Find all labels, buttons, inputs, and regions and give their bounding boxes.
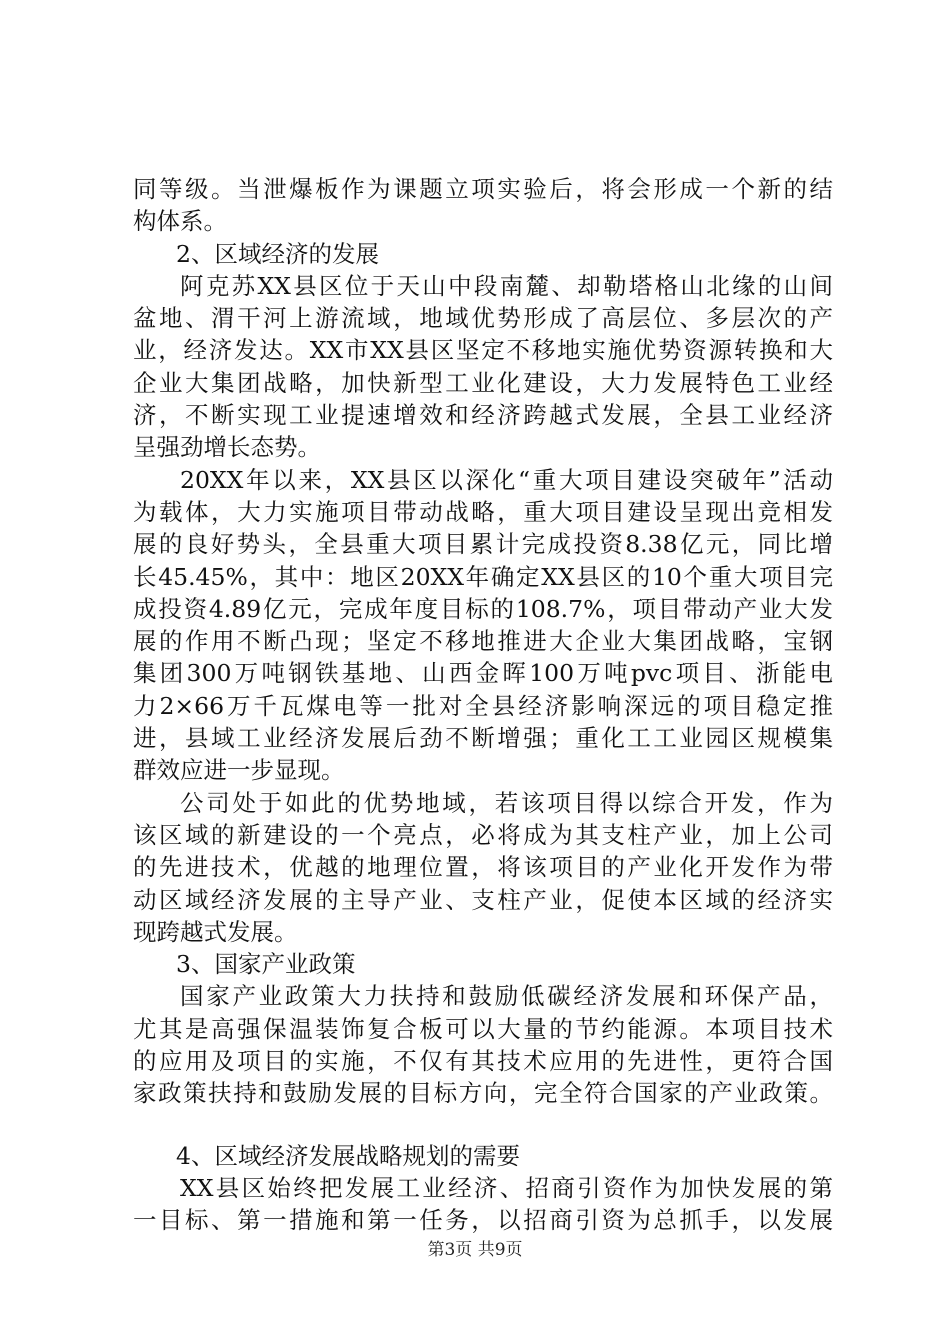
text-line: 该区域的新建设的一个亮点，必将成为其支柱产业，加上公司 xyxy=(133,820,833,849)
section-heading: 3、国家产业政策 xyxy=(176,950,356,979)
text-line: 业，经济发达。XX市XX县区坚定不移地实施优势资源转换和大 xyxy=(133,336,833,365)
text-line: 的先进技术，优越的地理位置，将该项目的产业化开发作为带 xyxy=(133,853,833,882)
text-line: 盆地、渭干河上游流域，地域优势形成了高层位、多层次的产 xyxy=(133,304,833,333)
text-line: 家政策扶持和鼓励发展的目标方向，完全符合国家的产业政策。 xyxy=(133,1079,833,1108)
text-line: 动区域经济发展的主导产业、支柱产业，促使本区域的经济实 xyxy=(133,885,833,914)
paragraph-gap xyxy=(133,1110,833,1140)
text-line: 群效应进一步显现。 xyxy=(133,756,345,785)
text-line: 公司处于如此的优势地域，若该项目得以综合开发，作为 xyxy=(180,788,833,817)
text-line: 展的良好势头，全县重大项目累计完成投资8.38亿元，同比增 xyxy=(133,530,833,559)
text-line: 长45.45%，其中：地区20XX年确定XX县区的10个重大项目完 xyxy=(133,562,833,591)
text-line: 集团300万吨钢铁基地、山西金晖100万吨pvc项目、浙能电 xyxy=(133,659,833,688)
text-line: 企业大集团战略，加快新型工业化建设，大力发展特色工业经 xyxy=(133,368,833,397)
text-line: 阿克苏XX县区位于天山中段南麓、却勒塔格山北缘的山间 xyxy=(180,271,833,300)
body-text xyxy=(133,173,833,1237)
text-line: 同等级。当泄爆板作为课题立项实验后，将会形成一个新的结 xyxy=(133,175,833,203)
text-line: 尤其是高强保温装饰复合板可以大量的节约能源。本项目技术 xyxy=(133,1014,833,1043)
text-line: 20XX年以来，XX县区以深化“重大项目建设突破年”活动 xyxy=(180,465,833,494)
text-line: 构体系。 xyxy=(133,207,227,236)
text-line: 力2×66万千瓦煤电等一批对全县经济影响深远的项目稳定推 xyxy=(133,691,833,720)
section-heading: 4、区域经济发展战略规划的需要 xyxy=(176,1141,520,1170)
text-line: 国家产业政策大力扶持和鼓励低碳经济发展和环保产品， xyxy=(180,982,833,1011)
text-line: 济，不断实现工业提速增效和经济跨越式发展，全县工业经济 xyxy=(133,401,833,430)
text-line: 一目标、第一措施和第一任务，以招商引资为总抓手，以发展 xyxy=(133,1206,833,1235)
text-line: 现跨越式发展。 xyxy=(133,917,298,946)
text-line: XX县区始终把发展工业经济、招商引资作为加快发展的第 xyxy=(180,1173,833,1202)
text-line: 进，县域工业经济发展后劲不断增强；重化工工业园区规模集 xyxy=(133,724,833,753)
text-line: 为载体，大力实施项目带动战略，重大项目建设呈现出竞相发 xyxy=(133,497,833,526)
text-line: 呈强劲增长态势。 xyxy=(133,433,321,462)
text-line: 展的作用不断凸现；坚定不移地推进大企业大集团战略，宝钢 xyxy=(133,627,833,656)
text-line: 的应用及项目的实施，不仅有其技术应用的先进性，更符合国 xyxy=(133,1047,833,1076)
section-heading: 2、区域经济的发展 xyxy=(176,239,379,268)
page-footer: 第3页 共9页 xyxy=(427,1240,523,1260)
text-line: 成投资4.89亿元，完成年度目标的108.7%，项目带动产业大发 xyxy=(133,594,833,623)
